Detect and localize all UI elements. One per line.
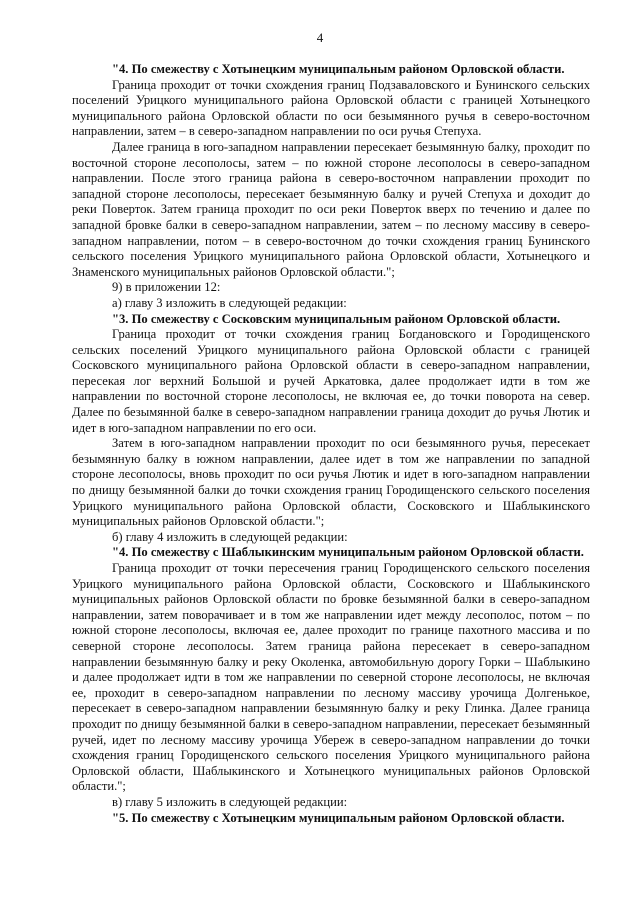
paragraph-soskovo-boundary-continued: Затем в юго-западном направлении проходит по оси безымянного ручья, пересекает безымянную балку в южном направлении, далее идет в том же направлении по западной стороне лесополосы, вновь проходит по оси ручья Лютик и идет в юго-западном направлении по днищу безымянной балки до точки схождения границ Городищенского сельского поселения Урицкого муниципального района Орловской области, Сосковского и Шаблыкинского муниципальных районов Орловской области.";: [72, 436, 590, 529]
paragraph-khotynets-boundary-start: Граница проходит от точки схождения границ Подзаваловского и Бунинского сельских поселений Урицкого муниципального района Орловской области с границей Хотынецкого муниципального района Орловской области по оси безымянного ручья в северо-восточном направлении, затем – в северо-западном направлении по оси ручья Степуха.: [72, 77, 590, 139]
paragraph-khotynets-boundary-continued: Далее граница в юго-западном направлении пересекает безымянную балку, проходит по восточной стороне лесополосы, затем – по южной стороне лесополосы в северо-западном направлении. После этого граница района в северо-восточном направлении проходит по западной стороне лесополосы, пересекает безымянную балку и ручей Степуха и доходит до реки Поверток. Затем граница проходит по оси реки Поверток вверх по течению и далее по западной бровке балки в северо-западном направлении, затем – по лесному массиву в северо-западном направлении, потом – в северо-восточном до точки схождения границ Бунинского сельского поселения Урицкого муниципального района Орловской области, Хотынецкого и Знаменского муниципальных районов Орловской области.";: [72, 139, 590, 279]
item-9-appendix-12: 9) в приложении 12:: [112, 280, 221, 295]
page-number: 4: [316, 30, 324, 45]
subitem-a-chapter-3: а) главу 3 изложить в следующей редакции:: [112, 295, 347, 310]
paragraph-shablykino-boundary: Граница проходит от точки пересечения границ Городищенского сельского поселения Урицкого муниципального района Орловской области, Сосковского и Шаблыкинского муниципальных районов Орловской области по бровке безымянной балки в северо-западном направлении, затем поворачивает и в том же направлении идет между лесополос, потом – по южной стороне лесополосы, включая ее, далее проходит по границе пахотного массива и по северной стороне лесополосы. Затем граница района пересекает в северо-западном направлении безымянную балку и реку Околенка, автомобильную дорогу Горки – Шаблыкино и далее продолжает идти в том же направлении по северной стороне лесополосы, не включая ее, проходит в северо-западном направлении по лесному массиву урочища Долгенькое, пересекает в северо-западном направлении безымянную балку и реку Глинка. Далее граница проходит по днищу безымянной балки в северо-западном направлении, пересекает безымянный ручей, идет по лесному массиву урочища Убереж в северо-западном направлении до точки схождения границ Городищенского сельского поселения Урицкого муниципального района Орловской области, Шаблыкинского и Хотынецкого муниципальных районов Орловской области.";: [72, 561, 590, 794]
chapter-heading-4-shablykino: "4. По смежеству с Шаблыкинским муниципальным районом Орловской области.: [112, 545, 584, 560]
chapter-heading-5-khotynets: "5. По смежеству с Хотынецким муниципальным районом Орловской области.: [112, 810, 565, 825]
subitem-v-chapter-5: в) главу 5 изложить в следующей редакции:: [112, 794, 348, 809]
document-body: [72, 62, 590, 826]
chapter-heading-4-khotynets: "4. По смежеству с Хотынецким муниципальным районом Орловской области.: [112, 62, 565, 76]
chapter-heading-3-soskovo: "3. По смежеству с Сосковским муниципальным районом Орловской области.: [112, 311, 561, 326]
paragraph-soskovo-boundary-start: Граница проходит от точки схождения границ Богдановского и Городищенского сельских поселений Урицкого муниципального района Орловской области с границей Сосковского муниципального района Орловской области в северо-западном направлении, пересекая лог верхний Большой и ручей Аркатовка, далее продолжает идти в том же направлении по восточной стороне лесополосы, не включая ее, до точки поворота на север. Далее по безымянной балке в северо-западном направлении граница доходит до ручья Лютик и идет в юго-западном направлении по его оси.: [72, 327, 590, 435]
subitem-b-chapter-4: б) главу 4 изложить в следующей редакции:: [112, 529, 348, 544]
